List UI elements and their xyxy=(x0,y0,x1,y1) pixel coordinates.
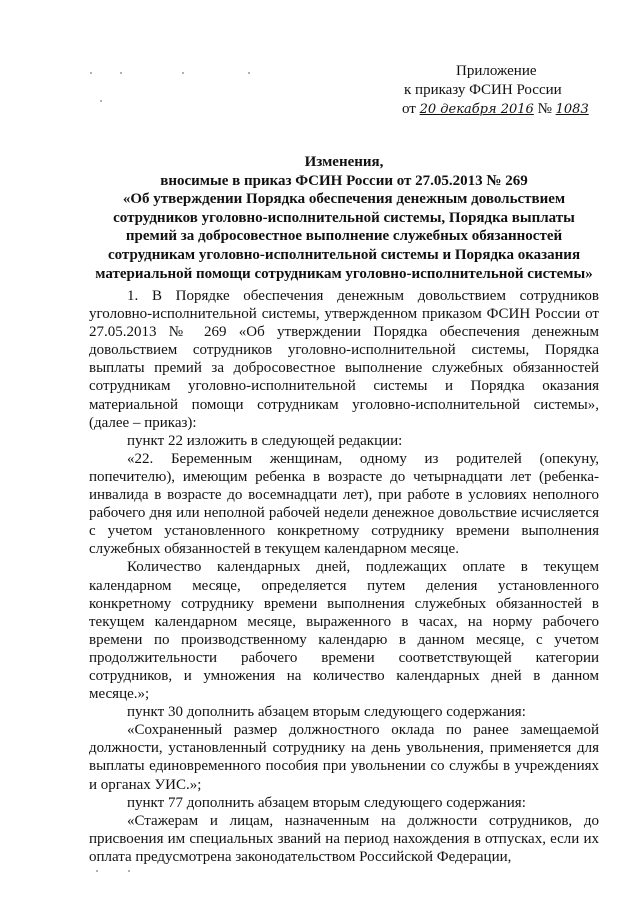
title-line: премий за добросовестное выполнение служебных обязанностей xyxy=(125,228,563,245)
date-prefix: от xyxy=(402,101,416,117)
scan-speck xyxy=(100,100,102,102)
appendix-order-ref: к приказу ФСИН России xyxy=(404,82,562,98)
body-paragraph: «Сохраненный размер должностного оклада по ранее замещаемой должности, установленный сотруднику на день увольнения, применяется для выплаты единовременного пособия при увольнении со службы в учреждениях и органах УИС.»; xyxy=(89,722,599,793)
body-paragraph: «22. Беременным женщинам, одному из родителей (опекуну, попечителю), имеющим ребенка в возрасте до четырнадцати лет (ребенка-инвалида в возрасте до восемнадцати лет), при работе в условиях неполного рабочего дня или неполной рабочей недели денежное довольствие исчисляется с учетом установленного конкретному сотруднику времени выполнения служебных обязанностей в текущем календарном месяце. xyxy=(89,450,599,558)
appendix-date-line xyxy=(378,100,618,119)
handwritten-number: 1083 xyxy=(555,102,589,117)
document-body xyxy=(89,287,599,866)
document-title xyxy=(84,153,604,283)
body-paragraph: пункт 30 дополнить абзацем вторым следующего содержания: xyxy=(127,704,526,721)
title-line: материальной помощи сотрудникам уголовно-исполнительной системы» xyxy=(95,265,593,282)
scan-speck xyxy=(120,72,122,74)
scan-speck xyxy=(182,72,184,74)
appendix-header xyxy=(378,62,618,119)
number-prefix: № xyxy=(537,101,552,117)
body-paragraph: 1. В Порядке обеспечения денежным довольствием сотрудников уголовно-исполнительной системы, утвержденном приказом ФСИН России от 27.05.2013 № 269 «Об утверждении Порядка обеспечения денежным довольствием сотрудников уголовно-исполнительной системы, Порядка выплаты премий за добросовестное выполнение служебных обязанностей сотрудникам уголовно-исполнительной системы и Порядка оказания материальной помощи сотрудникам уголовно-исполнительной системы», (далее – приказ): xyxy=(89,288,599,431)
body-paragraph: пункт 22 изложить в следующей редакции: xyxy=(127,432,403,449)
scan-speck xyxy=(248,72,250,74)
title-line: «Об утверждении Порядка обеспечения денежным довольствием xyxy=(122,191,566,208)
body-paragraph: «Стажерам и лицам, назначенным на должности сотрудников, до присвоения им специальных званий на период нахождения в отпусках, если их оплата предусмотрена законодательством Российской Федерации, xyxy=(89,812,599,865)
body-paragraph: Количество календарных дней, подлежащих оплате в текущем календарном месяце, определяется путем деления установленного конкретному сотруднику времени выполнения служебных обязанностей в текущем календарном месяце, выраженного в часах, на норму рабочего времени по производственному календарю в данном месяце, с учетом продолжительности рабочего времени соответствующей категории сотрудников, и умножения на количество календарных дней в данном месяце.»; xyxy=(89,559,599,703)
title-line: сотрудников уголовно-исполнительной системы, Порядка выплаты xyxy=(113,209,575,226)
appendix-label: Приложение xyxy=(456,63,537,79)
body-paragraph: пункт 77 дополнить абзацем вторым следующего содержания: xyxy=(127,794,526,811)
scan-speck xyxy=(96,870,98,872)
handwritten-date: 20 декабря 2016 xyxy=(419,102,534,117)
title-line: вносимые в приказ ФСИН России от 27.05.2013 № 269 xyxy=(160,172,528,189)
title-line: сотрудникам уголовно-исполнительной системы и Порядка оказания xyxy=(107,246,581,263)
title-line: Изменения, xyxy=(304,154,384,170)
scan-speck xyxy=(128,870,130,872)
scan-speck xyxy=(90,72,92,74)
